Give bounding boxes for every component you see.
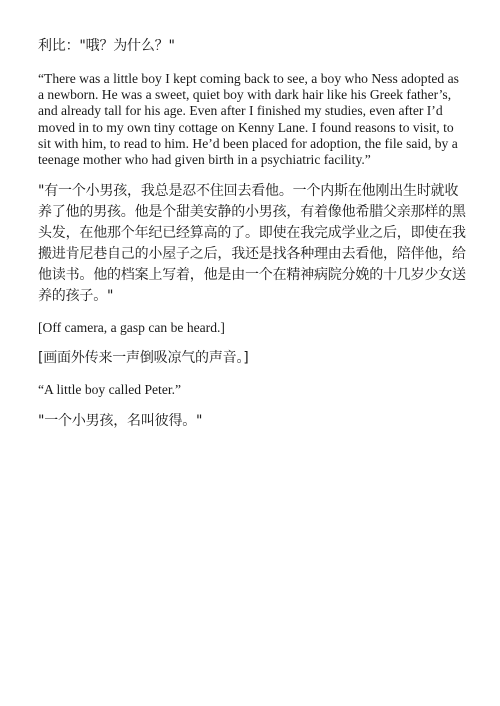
document-page — [38, 36, 466, 432]
dialogue-line-chinese: 利比："哦？为什么？" — [38, 38, 175, 54]
paragraph-english: “There was a little boy I kept coming back to see, a boy who Ness adopted as a newborn. He was a sweet, quiet boy with dark hair like his Greek father’s, and already tall for his age. Even after I finished my studies, even after I’d moved in to my own tiny cottage on Kenny Lane. I found reasons to visit, to sit with him, to read to him. He’d been placed for adoption, the file said, by a teenage mother who had given birth in a psychiatric facility.” — [38, 71, 459, 168]
stage-direction-english: [Off camera, a gasp can be heard.] — [38, 320, 225, 336]
dialogue-line-chinese-final: "一个小男孩，名叫彼得。" — [38, 412, 203, 429]
dialogue-line-english: “A little boy called Peter.” — [38, 382, 182, 398]
paragraph-chinese: "有一个小男孩，我总是忍不住回去看他。一个内斯在他刚出生时就收养了他的男孩。他是个甜美安静的小男孩，有着像他希腊父亲那样的黑头发，在他那个年纪已经算高的了。即使在我完成学业之后，即使在我搬进肯尼巷自己的小屋子之后，我还是找各种理由去看他，陪伴他，给他读书。他的档案上写着，他是由一个在精神病院分娩的十几岁少女送养的孩子。" — [38, 183, 466, 305]
stage-direction-chinese: [画面外传来一声倒吸凉气的声音。] — [38, 350, 249, 367]
